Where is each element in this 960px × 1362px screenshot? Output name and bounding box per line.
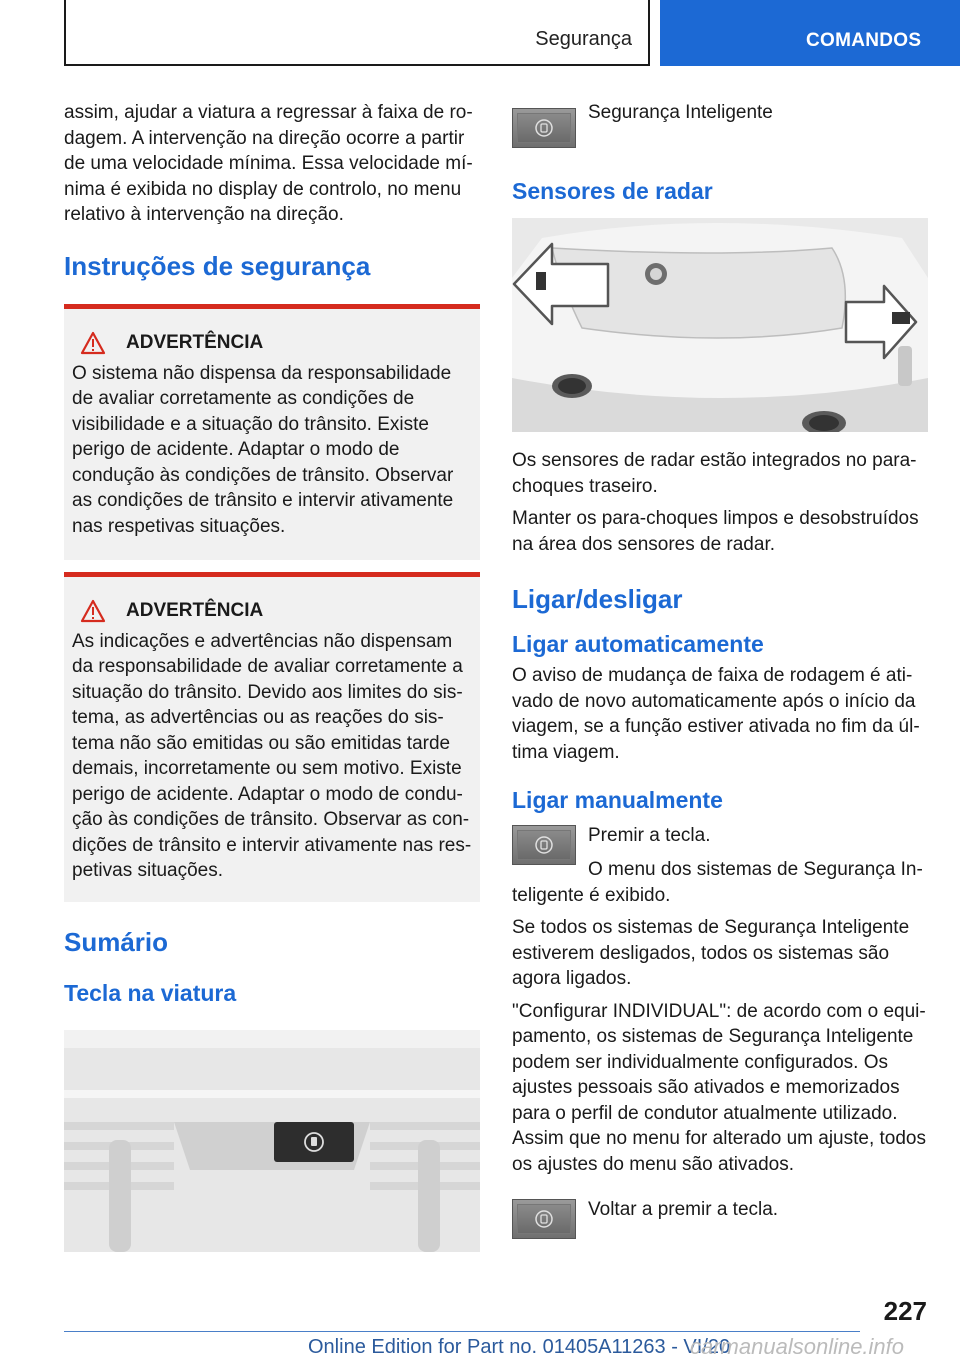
intelligent-safety-key-row: [512, 100, 928, 148]
radar-text-2: Manter os para-choques limpos e desobstruídos na área dos sensores de radar.: [512, 508, 919, 555]
header-section-box: [64, 0, 650, 66]
intelligent-safety-button-image: [512, 1199, 576, 1239]
header-chapter-tab: [660, 0, 960, 66]
manual-text-2: "Configurar INDIVIDUAL": de acordo com o equipamento, os sistemas de Segurança Inteligente podem ser individualmente configurados. Os ajustes pessoais são ativados e memorizados para o perfil de condutor atualmente utilizado. Assim que no menu for alterado um ajuste, todos os ajustes do menu são ativados.: [512, 1000, 927, 1175]
intro-paragraph: assim, ajudar a viatura a regressar à faixa de rodagem. A intervenção na direção ocorre a partir de uma velocidade mínima. Essa velocidade mínima é exibida no display de controlo, no menu relativo à intervenção na direção.: [64, 102, 473, 225]
right-column: [512, 100, 928, 1239]
header-chapter-title: COMANDOS: [806, 30, 922, 51]
warning-text-2: As indicações e advertências não dispensam da responsabilidade de avaliar corretamente a situação do trânsito. Devido aos limites do sistema, as advertências ou as reações do sistema não são emitidas ou são emitidas tarde demais, incorretamente ou sem motivo. Existe perigo de acidente. Adaptar o modo de condução às condições de trânsito. Observar as condições de trânsito e intervir ativamente nas respetivas situações.: [72, 630, 472, 881]
intelligent-safety-button-image: [512, 108, 576, 148]
radar-text-1: Os sensores de radar estão integrados no para-choques traseiro.: [512, 450, 917, 497]
manual-text-1: Se todos os sistemas de Segurança Inteligente estiverem desligados, todos os sistemas são agora ligados.: [512, 917, 910, 989]
left-column: [64, 100, 480, 1252]
warning-title-1: ADVERTÊNCIA: [126, 331, 264, 353]
car-shield-icon: [535, 836, 553, 854]
intelligent-safety-key-label: Segurança Inteligente: [588, 102, 773, 123]
warning-title-2: ADVERTÊNCIA: [126, 599, 264, 621]
warning-triangle-icon: [80, 599, 106, 623]
on-off-heading: Ligar/desligar: [512, 584, 683, 614]
warning-triangle-icon: [80, 331, 106, 355]
auto-on-heading: Ligar automaticamente: [512, 631, 764, 657]
manual-step-1-text: Premir a tecla.: [588, 825, 711, 846]
auto-on-text: O aviso de mudança de faixa de rodagem é ativado de novo automaticamente após o início da viagem, se a função estiver ativada no fim da última viagem.: [512, 665, 920, 763]
manual-step-2-row: [512, 1199, 928, 1239]
car-shield-icon: [535, 119, 553, 137]
radar-sensors-heading: Sensores de radar: [512, 178, 713, 204]
safety-heading: Instruções de segurança: [64, 250, 371, 281]
key-in-vehicle-heading: Tecla na viatura: [64, 979, 237, 1006]
warning-box-1: [64, 304, 480, 560]
footer-divider: [64, 1331, 860, 1332]
car-rear-radar-photo: [512, 218, 928, 432]
manual-step-2-text: Voltar a premir a tecla.: [588, 1199, 779, 1220]
warning-text-1: O sistema não dispensa da responsabilidade de avaliar corretamente as condições de visibilidade e a situação do trânsito. Existe perigo de acidente. Adaptar o modo de condução às condições de trânsito. Observar as condições de trânsito e intervir ativamente nas respetivas situações.: [72, 362, 454, 537]
manual-on-heading: Ligar manualmente: [512, 787, 723, 813]
page-number: 227: [883, 1296, 927, 1326]
warning-box-2: [64, 572, 480, 902]
manual-step-1-result: O menu dos sistemas de Segurança Inteligente é exibido.: [512, 859, 923, 906]
footer-edition: Online Edition for Part no. 01405A11263 - VI/20: [308, 1336, 731, 1358]
header-section-title: Segurança: [535, 28, 632, 50]
car-shield-icon: [535, 1210, 553, 1228]
intelligent-safety-button-image: [512, 825, 576, 865]
watermark: carmanualsonline.info: [690, 1334, 905, 1359]
dashboard-button-photo: [64, 1030, 480, 1252]
overview-heading: Sumário: [64, 926, 169, 957]
